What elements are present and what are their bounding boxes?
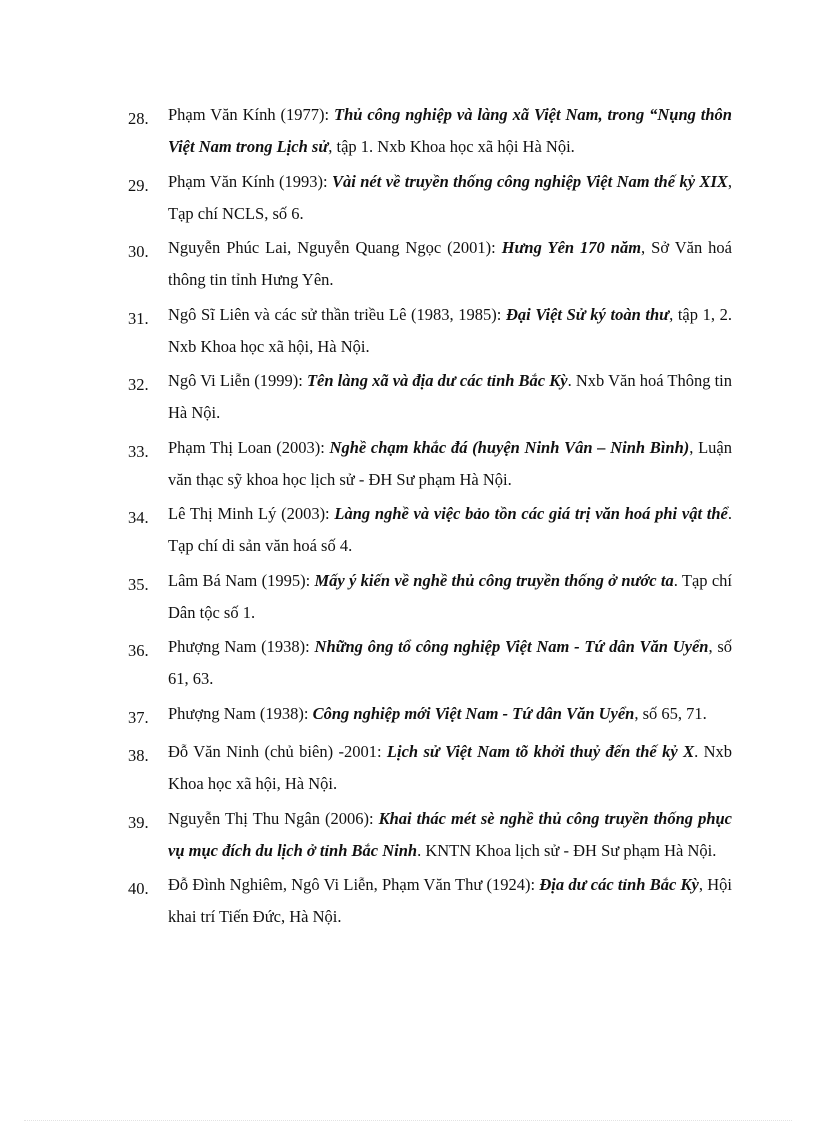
reference-title: Công nghiệp mới Việt Nam - Tứ dân Văn Uyển <box>312 703 635 723</box>
reference-authors: Phượng Nam (1938): <box>168 637 315 656</box>
reference-source: , số 65, 71. <box>634 703 707 723</box>
reference-source: . KNTN Khoa lịch sử - ĐH Sư phạm Hà Nội. <box>417 840 717 860</box>
reference-text <box>168 565 732 629</box>
reference-authors: Lê Thị Minh Lý (2003): <box>168 504 335 523</box>
reference-list <box>128 99 732 936</box>
reference-title: Làng nghề và việc bảo tồn các giá trị văn hoá phi vật thể <box>334 504 728 523</box>
reference-title: Đại Việt Sử ký toàn thư <box>506 304 670 324</box>
reference-source: , Tạp chí NCLS, số 6. <box>168 171 732 223</box>
reference-title: Những ông tổ công nghiệp Việt Nam - Tứ dân Văn Uyển <box>314 637 709 656</box>
reference-title: Nghề chạm khắc đá (huyện Ninh Vân – Ninh Bình) <box>329 437 690 457</box>
reference-number: 34. <box>128 508 149 527</box>
reference-text <box>168 166 732 230</box>
reference-number: 29. <box>128 175 149 195</box>
reference-source: , Luận văn thạc sỹ khoa học lịch sử - ĐH Sư phạm Hà Nội. <box>168 437 732 489</box>
reference-number: 31. <box>128 308 149 328</box>
reference-title: Lịch sử Việt Nam tõ khởi thuỷ đến thế kỷ X <box>386 742 695 761</box>
reference-text <box>168 365 732 429</box>
reference-text <box>168 232 732 296</box>
reference-source: . Nxb Khoa học xã hội, Hà Nội. <box>168 742 732 793</box>
reference-authors: Phượng Nam (1938): <box>168 703 313 723</box>
reference-number: 32. <box>128 375 149 394</box>
reference-source: , số 61, 63. <box>168 637 733 688</box>
reference-authors: Phạm Văn Kính (1993): <box>168 171 332 191</box>
reference-number: 33. <box>128 441 149 461</box>
reference-text <box>168 736 732 800</box>
reference-text <box>168 631 732 695</box>
reference-text <box>168 99 732 163</box>
reference-item <box>128 365 732 429</box>
reference-text <box>168 432 732 496</box>
reference-authors: Lâm Bá Nam (1995): <box>168 570 315 590</box>
reference-title: Tên làng xã và địa dư các tỉnh Bắc Kỳ <box>306 371 568 390</box>
reference-title: Hưng Yên 170 năm <box>501 238 642 257</box>
reference-item <box>128 166 732 230</box>
reference-text <box>168 869 732 933</box>
reference-source: . Nxb Văn hoá Thông tin Hà Nội. <box>168 371 732 422</box>
reference-title: Mấy ý kiến về nghề thủ công truyền thống ở nước ta <box>314 570 674 590</box>
reference-item <box>128 99 732 163</box>
reference-text <box>168 803 732 867</box>
reference-source: , Sở Văn hoá thông tin tỉnh Hưng Yên. <box>168 238 732 289</box>
reference-text <box>168 698 732 730</box>
reference-text <box>168 498 732 562</box>
reference-number: 30. <box>128 242 149 261</box>
reference-authors: Phạm Thị Loan (2003): <box>168 437 330 457</box>
reference-item <box>128 498 732 562</box>
reference-item <box>128 698 732 734</box>
reference-title: Địa dư các tỉnh Bắc Kỳ <box>539 875 699 894</box>
reference-source: , tập 1, 2. Nxb Khoa học xã hội, Hà Nội. <box>168 304 732 356</box>
reference-authors: Đỗ Đình Nghiêm, Ngô Vi Liễn, Phạm Văn Thư (1924): <box>168 875 540 894</box>
reference-authors: Nguyễn Phúc Lai, Nguyễn Quang Ngọc (2001): <box>168 238 502 257</box>
reference-number: 39. <box>128 812 149 832</box>
reference-item <box>128 299 732 363</box>
reference-text <box>168 299 732 363</box>
reference-number: 36. <box>128 641 149 660</box>
reference-source: , Hội khai trí Tiến Đức, Hà Nội. <box>168 875 733 926</box>
reference-title: Vài nét về truyền thống công nghiệp Việt Nam thế kỷ XIX <box>331 171 728 191</box>
reference-item <box>128 869 732 933</box>
reference-number: 28. <box>128 109 149 128</box>
reference-authors: Ngô Sĩ Liên và các sử thần triều Lê (1983, 1985): <box>168 304 507 324</box>
reference-item <box>128 803 732 867</box>
reference-number: 38. <box>128 746 149 765</box>
reference-item <box>128 631 732 695</box>
reference-source: , tập 1. Nxb Khoa học xã hội Hà Nội. <box>328 137 575 156</box>
page-bottom-divider <box>24 1120 792 1121</box>
reference-title: Thủ công nghiệp và làng xã Việt Nam, trong “Nụng thôn Việt Nam trong Lịch sử <box>168 105 732 156</box>
reference-title: Khai thác mét sè nghề thủ công truyền thống phục vụ mục đích du lịch ở tỉnh Bắc Ninh <box>168 808 732 860</box>
reference-authors: Đỗ Văn Ninh (chủ biên) -2001: <box>168 742 387 761</box>
reference-number: 37. <box>128 707 149 727</box>
reference-item <box>128 432 732 496</box>
reference-item <box>128 232 732 296</box>
reference-item <box>128 736 732 800</box>
reference-number: 40. <box>128 879 149 898</box>
reference-source: . Tạp chí di sản văn hoá số 4. <box>168 504 732 555</box>
reference-authors: Phạm Văn Kính (1977): <box>168 105 334 124</box>
reference-authors: Ngô Vi Liễn (1999): <box>168 371 307 390</box>
reference-authors: Nguyễn Thị Thu Ngân (2006): <box>168 808 379 828</box>
reference-source: . Tạp chí Dân tộc số 1. <box>168 570 733 622</box>
reference-number: 35. <box>128 574 149 594</box>
reference-item <box>128 565 732 629</box>
